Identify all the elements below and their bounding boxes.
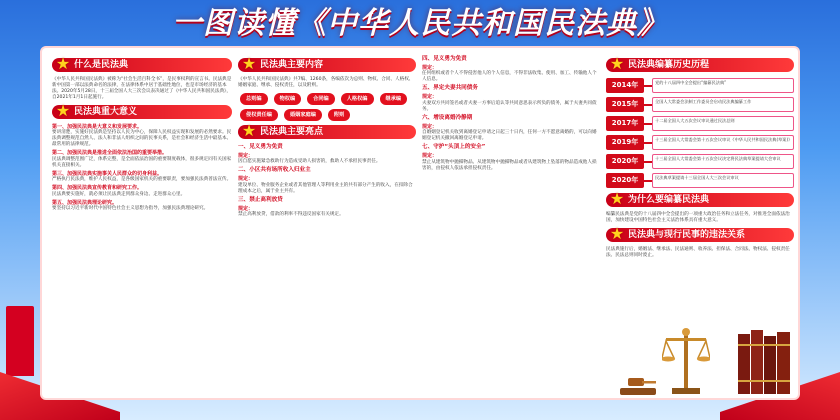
- section-text: 《中华人民共和国民法典》被称为“社会生活百科全书”，是民事权利的宣言书。民法典是新中国第一部以法典命名的法律，在法律体系中居于基础性地位，也是市场经济的基本法。2020年5月28日，十三届全国人大三次会议表决通过了《中华人民共和国民法典》，自2021年1月1日起施行。: [52, 77, 232, 100]
- highlight-head: 七、守护“头顶上的安全”: [422, 144, 486, 151]
- highlight-body: 夫妻双方共同签名或者夫妻一方事后追认等共同意思表示所负的债务，属于夫妻共同债务。: [422, 100, 597, 112]
- timeline-connector: [644, 180, 652, 182]
- item-body: 民法典调整范围广泛，体系完整，是全面依法治国的重要制度载体，很多规定同有关国家机关直接相关。: [52, 156, 232, 168]
- history-timeline: [606, 77, 794, 189]
- section-header-history: [606, 54, 794, 73]
- building-decoration: [6, 306, 34, 376]
- gavel-icon: [618, 376, 658, 396]
- highlight-head: 一、见义勇为免责: [238, 144, 283, 150]
- section-header-significance: [52, 101, 232, 120]
- section-header-what: [52, 54, 232, 73]
- item-head: 第二、加强民法典是推进全面依法治国的重要举措。: [52, 150, 168, 157]
- item-head: 第四、加强民法典宣传教育和研究工作。: [52, 185, 143, 192]
- timeline-connector: [644, 161, 652, 163]
- timeline-text: 十二届全国人大五次会议审议通过民法总则: [652, 116, 794, 131]
- highlight-body: 自婚姻登记机关收到离婚登记申请之日起三十日内，任何一方不愿意离婚的，可以向婚姻登记机关撤回离婚登记申请。: [422, 130, 597, 142]
- item-body: 要坚持以习近平新时代中国特色社会主义思想为指导，加强民法典理论研究。: [52, 206, 209, 212]
- timeline-connector: [644, 123, 652, 125]
- chapter-bubble: 总则编: [240, 93, 268, 105]
- highlight-label: 规定：: [422, 94, 438, 101]
- timeline-row: [606, 134, 794, 151]
- timeline-year: 2017年: [606, 116, 644, 131]
- star-icon: ★: [55, 54, 71, 73]
- item-body: 民法典要实施好，就必须让民法典走到群众身边、走进群众心里。: [52, 191, 186, 197]
- timeline-row: [606, 172, 794, 189]
- section-text: 民法典施行后，婚姻法、继承法、民法通则、收养法、担保法、合同法、物权法、侵权责任法、民法总则同时废止。: [606, 247, 790, 258]
- chapter-bubble: 继承编: [380, 93, 408, 105]
- section-title: 民法典编纂历史历程: [606, 58, 794, 72]
- timeline-connector: [644, 104, 652, 106]
- timeline-text: 党的十八届四中全会提出“编纂民法典”: [652, 78, 794, 93]
- highlight-label: 规定：: [422, 65, 438, 71]
- section-text: 编纂民法典是党的十八届四中全会提出的一项重大政治任务和立法任务，对推进全面依法治国，加快建设中国特色社会主义法治体系具有重大意义。: [606, 212, 790, 223]
- chapter-bubbles: [240, 93, 416, 121]
- timeline-connector: [644, 85, 652, 87]
- section-header-highlights: [238, 121, 416, 140]
- highlight-body: 建设单位、物业服务企业或者其他管理人等利用业主的共有部分产生的收入，在扣除合理成本之后，属于业主共有。: [238, 182, 413, 194]
- section-title: 什么是民法典: [52, 58, 232, 72]
- highlight-body: 任何组织或者个人不得侵害他人的个人信息，不得非法收集、使用、加工、传输他人个人信息。: [422, 71, 597, 83]
- timeline-row: [606, 115, 794, 132]
- timeline-row: [606, 153, 794, 170]
- highlight-body: 因自愿实施紧急救助行为造成受助人损害的，救助人不承担民事责任。: [238, 159, 381, 165]
- chapter-bubble: 物权编: [274, 93, 302, 105]
- timeline-year: 2015年: [606, 97, 644, 112]
- timeline-text: 十三届全国人大常委会第十五次会议审议《中华人民共和国民法典(草案)》: [652, 135, 794, 150]
- item-body: 要讲清楚，实施好民法典是坚持以人民为中心，保障人民权益实现和发展的必然要求。民法典调整规范自然人、法人和非法人组织之间的民事关系，是社会和经济生活中最基本、最常用的法律规范。: [52, 130, 232, 148]
- timeline-year: 2020年: [606, 173, 644, 188]
- highlight-head: 四、见义勇为免责: [422, 56, 467, 62]
- section-text: 《中华人民共和国民法典》共7编、1260条，各编依次为总则、物权、合同、人格权、婚姻家庭、继承、侵权责任，以及附则。: [238, 77, 414, 88]
- highlight-body: 禁止高利放贷，借款的利率不得违反国家有关规定。: [238, 212, 344, 218]
- section-header-content: [238, 54, 416, 73]
- chapter-bubble: 人格权编: [341, 93, 374, 105]
- timeline-text: 民法典草案提请十三届全国人大三次会议审议: [652, 173, 794, 188]
- highlight-label: 规定：: [238, 176, 254, 183]
- timeline-text: 全国人大常委会法制工作委员会启动民法典编纂工作: [652, 97, 794, 112]
- timeline-year: 2019年: [606, 135, 644, 150]
- timeline-text: 十三届全国人大常委会第十五次会议决定将民法典草案提请大会审议: [652, 154, 794, 169]
- section-title: 为什么要编纂民法典: [606, 193, 794, 207]
- law-books-icon: [736, 328, 792, 394]
- timeline-connector: [644, 142, 652, 144]
- section-header-why: [606, 189, 794, 208]
- chapter-bubble: 合同编: [307, 93, 335, 105]
- star-icon: ★: [609, 189, 625, 208]
- star-icon: ★: [609, 54, 625, 73]
- star-icon: ★: [609, 224, 625, 243]
- highlight-label: 规定：: [422, 123, 438, 130]
- scales-of-justice-icon: [662, 326, 710, 396]
- section-title: 民法典重大意义: [52, 105, 232, 119]
- star-icon: ★: [55, 101, 71, 120]
- item-head: 第五、加强民法典理论研究。: [52, 199, 118, 206]
- highlight-head: 三、禁止高利放贷: [238, 196, 283, 203]
- highlight-head: 二、小区共有场所收入归业主: [238, 167, 311, 174]
- highlight-head: 六、增设离婚冷静期: [422, 114, 473, 121]
- timeline-year: 2014年: [606, 78, 644, 93]
- item-head: 第一、加强民法典是大意义和发展要求。: [52, 124, 143, 130]
- highlight-head: 五、界定夫妻共同债务: [422, 85, 478, 92]
- timeline-row: [606, 77, 794, 94]
- chapter-bubble: 附则: [328, 109, 350, 121]
- column-1: [52, 54, 232, 394]
- section-title: 民法典主要内容: [238, 58, 416, 72]
- star-icon: ★: [241, 54, 257, 73]
- chapter-bubble: 侵权责任编: [240, 109, 278, 121]
- highlight-label: 规定：: [238, 205, 254, 212]
- section-header-relation: [606, 224, 794, 243]
- page-title: 一图读懂《中华人民共和国民法典》: [172, 6, 668, 41]
- timeline-year: 2020年: [606, 154, 644, 169]
- star-icon: ★: [241, 121, 257, 140]
- section-title: 民法典与现行民事的违法关系: [606, 228, 794, 242]
- highlight-label: 规定：: [422, 153, 438, 160]
- chapter-bubble: 婚姻家庭编: [284, 109, 322, 121]
- highlight-body: 禁止从建筑物中抛掷物品。从建筑物中抛掷物品或者从建筑物上坠落的物品造成他人损害的，由侵权人依法承担侵权责任。: [422, 159, 597, 171]
- section-title: 民法典主要亮点: [238, 125, 416, 139]
- item-head: 第三、加强民法典实施事关人民群众的切身利益。: [52, 170, 163, 177]
- column-3: [422, 54, 600, 394]
- item-body: 严格执行民法典，维护人民权益，是各级国家机关的重要职责，要加强民法典普法宣传。: [52, 177, 232, 183]
- column-2: [238, 54, 416, 394]
- highlight-label: 规定：: [238, 153, 254, 159]
- timeline-row: [606, 96, 794, 113]
